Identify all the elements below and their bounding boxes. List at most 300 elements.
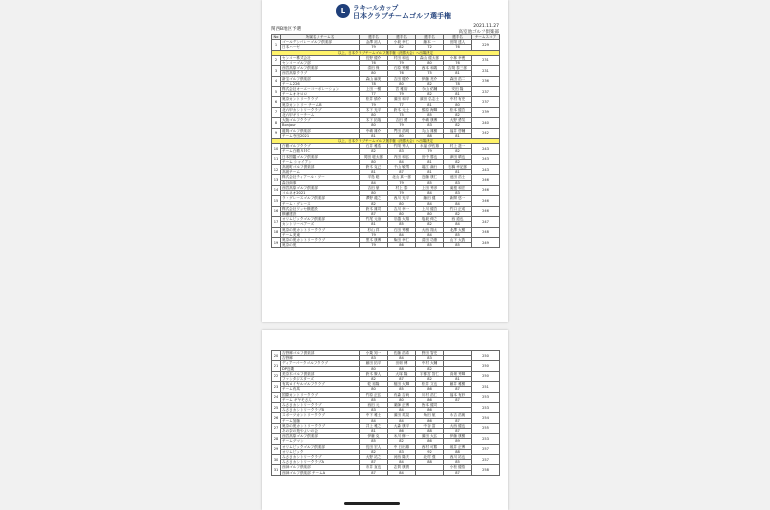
player-score: 80	[360, 387, 388, 392]
title-line-1: ラキールカップ	[353, 4, 399, 12]
player-name: 中村 有史	[444, 97, 472, 102]
club-name: 白鶴ゴルフクラブ	[281, 144, 360, 149]
player-name: 塩坂 伸之	[416, 217, 444, 222]
rank-cell: 20	[272, 351, 281, 361]
club-name: 龍岡ゴルフ倶楽部	[281, 128, 360, 133]
player-name: 上川 健吾	[416, 206, 444, 211]
player-name: 鈴木 克己	[360, 165, 388, 170]
team-name: みささカントリークラブB	[281, 408, 360, 413]
qualification-notice: 以上、日本クラブチームゴルフ選手権（決勝大会）へ出場決定	[272, 50, 500, 55]
player-name: 有森 吉尚	[388, 392, 416, 397]
player-name: 森山 麻美	[360, 76, 388, 81]
team-score: 239	[472, 107, 500, 117]
club-name: 国際カントリークラブ	[281, 392, 360, 397]
player-name: 濱田 和平	[388, 97, 416, 102]
club-name: 奥奈の苑カントリークラブ	[281, 227, 360, 232]
player-score: 75	[416, 71, 444, 76]
team-score: 246	[472, 185, 500, 195]
rank-cell: 2	[272, 55, 281, 65]
player-name: 黒木 康博	[360, 237, 388, 242]
player-name: 内田 和弘	[388, 154, 416, 159]
player-name: 北澤 大樹	[444, 227, 472, 232]
player-name: 吉川 幸一	[388, 206, 416, 211]
player-name: 吉田 勇	[388, 118, 416, 123]
player-name: 大森 康平	[388, 423, 416, 428]
club-name: 奥奈カントリークラブ	[281, 97, 360, 102]
rank-cell: 9	[272, 128, 281, 138]
player-score: 83	[360, 408, 388, 413]
player-score: 84	[444, 201, 472, 206]
player-name: 坂井 正博	[444, 444, 472, 449]
team-score: 246	[472, 206, 500, 216]
team-name: みささカントリークラブA	[281, 460, 360, 465]
team-score: 253	[472, 434, 500, 444]
player-score: 82	[444, 123, 472, 128]
player-score: 83	[360, 356, 388, 361]
player-score: 81	[444, 133, 472, 138]
player-score: 79	[360, 243, 388, 248]
player-score: 84	[360, 180, 388, 185]
event-date: 2021.11.27	[473, 24, 499, 29]
team-score: 255	[472, 423, 500, 433]
player-name: 井上 雅之	[360, 423, 388, 428]
player-score: 84	[388, 408, 416, 413]
player-name: 宇都宮 智仁	[416, 371, 444, 376]
player-score: 87	[360, 460, 388, 465]
col-player: 選手名	[444, 35, 472, 40]
player-score: 82	[416, 92, 444, 97]
player-score: 80	[360, 191, 388, 196]
team-score: 248	[472, 227, 500, 237]
team-score: 249	[472, 237, 500, 247]
player-name: 松本 健吾	[444, 107, 472, 112]
team-name: チーム加藤	[281, 418, 360, 423]
team-name: DP近畿	[281, 366, 360, 371]
team-name: 北六甲ギリーチーム	[281, 113, 360, 118]
player-name: 西村 可勝	[416, 444, 444, 449]
player-score: 80	[360, 123, 388, 128]
player-score	[416, 470, 444, 475]
player-name: 池田 浩士	[444, 175, 472, 180]
player-score: 85	[416, 243, 444, 248]
player-score: 86	[416, 387, 444, 392]
player-score: 77	[360, 92, 388, 97]
player-score: 80	[388, 397, 416, 402]
player-score: 87	[444, 470, 472, 475]
player-name: 濱田 英晃	[388, 413, 416, 418]
player-name: 小栗 知一	[360, 351, 388, 356]
player-score: 86	[416, 397, 444, 402]
player-name: 柴田 幸仁	[388, 237, 416, 242]
team-name: 吉野郷	[281, 356, 360, 361]
player-score: 81	[360, 222, 388, 227]
table-row-sub	[272, 243, 500, 248]
rank-cell: 27	[272, 423, 281, 433]
club-name: スポーツカントリークラブ	[281, 413, 360, 418]
player-score: 86	[388, 429, 416, 434]
results-page-1	[262, 0, 508, 322]
player-score: 72	[416, 45, 444, 50]
rank-cell: 7	[272, 107, 281, 117]
player-name: 鈴木 元士	[388, 107, 416, 112]
player-score: 80	[388, 201, 416, 206]
player-name: 西本 和義	[416, 66, 444, 71]
qualification-notice: 以上、日本クラブチームゴルフ選手権（決勝大会）へ出場決定	[272, 139, 500, 144]
rank-cell: 8	[272, 118, 281, 128]
player-score: 88	[388, 366, 416, 371]
player-name: 鈴木 賢人	[360, 371, 388, 376]
rank-cell: 17	[272, 217, 281, 227]
horizontal-scrollbar[interactable]	[344, 502, 400, 505]
club-name: ディアーパークゴルフクラブ	[281, 361, 360, 366]
club-name: オリムピックゴルフ倶楽部	[281, 217, 360, 222]
player-score: 85	[416, 113, 444, 118]
player-score: 87	[444, 418, 472, 423]
col-player: 選手名	[360, 35, 388, 40]
player-name: 杉山 祥	[360, 227, 388, 232]
team-name: あの奈の苑やよいの会	[281, 429, 360, 434]
player-name: 伊藤 亮介	[416, 76, 444, 81]
player-score: 82	[416, 366, 444, 371]
player-score: 79	[388, 123, 416, 128]
player-score: 83	[444, 180, 472, 185]
player-score: 81	[416, 102, 444, 107]
player-score: 85	[360, 439, 388, 444]
player-score: 92	[416, 449, 444, 454]
club-name: 奥奈の苑カントリークラブ	[281, 237, 360, 242]
player-name: 小林 幸俊	[444, 55, 472, 60]
player-score: 80	[416, 211, 444, 216]
player-score: 79	[388, 191, 416, 196]
club-name: 大阪ゴルフクラブ	[281, 118, 360, 123]
player-name: 田岡 達人	[444, 40, 472, 45]
team-name: チーム美東	[281, 232, 360, 237]
player-name: 佐藤 浩希	[388, 351, 416, 356]
player-name: 新開 悠一	[444, 196, 472, 201]
player-name: 西川 光平	[388, 196, 416, 201]
player-score: 83	[444, 191, 472, 196]
player-score: 85	[388, 222, 416, 227]
team-score: 243	[472, 154, 500, 164]
player-score: 80	[360, 71, 388, 76]
table-row-sub	[272, 470, 500, 475]
player-name: 志賀 康貴	[388, 465, 416, 470]
player-name: 竹岡 秀人	[388, 144, 416, 149]
player-name: 上田 秀彦	[416, 185, 444, 190]
player-name: 今山 佑輔	[416, 87, 444, 92]
rank-cell: 25	[272, 403, 281, 413]
rank-cell: 31	[272, 465, 281, 475]
player-name: 竹尾 元治	[360, 217, 388, 222]
player-name: 森山 健太郎	[416, 55, 444, 60]
club-name: 北六甲カントリークラブ	[281, 107, 360, 112]
player-name: 大西 翔太	[416, 227, 444, 232]
player-score: 76	[444, 61, 472, 66]
player-score: 82	[416, 222, 444, 227]
team-score: 250	[472, 371, 500, 381]
team-name: オリムピック	[281, 449, 360, 454]
player-score: 81	[360, 133, 388, 138]
player-score: 82	[444, 113, 472, 118]
club-name: ゴールデンバレーゴルフ倶楽部	[281, 40, 360, 45]
rank-cell: 12	[272, 165, 281, 175]
player-score: 89	[444, 439, 472, 444]
player-name: 堀江 満行	[416, 165, 444, 170]
event-venue: 高室池ゴルフ倶楽部	[458, 30, 499, 35]
team-name: ファンタジスターズ	[281, 377, 360, 382]
team-name: チーム シャイアン	[281, 159, 360, 164]
player-name: 村田 和也	[388, 55, 416, 60]
club-name: ラ・グレースゴルフ倶楽部	[281, 196, 360, 201]
col-team-score: チームスコア	[472, 35, 500, 40]
player-name: 澤野 龍之	[360, 196, 388, 201]
player-score: 86	[388, 243, 416, 248]
club-name: オリムピックゴルフ倶楽部	[281, 444, 360, 449]
player-name: 濱田 大弘	[416, 434, 444, 439]
team-name: チーム226	[281, 81, 360, 86]
rank-cell: 16	[272, 206, 281, 216]
player-name: 福本 有紗	[444, 392, 472, 397]
player-name: 中村 大輔	[416, 361, 444, 366]
player-score: 84	[416, 232, 444, 237]
team-score: 242	[472, 128, 500, 138]
team-name: 横瀬建設	[281, 211, 360, 216]
player-name: 藤田 健	[416, 196, 444, 201]
rank-cell: 11	[272, 154, 281, 164]
rank-cell: 29	[272, 444, 281, 454]
player-score: 84	[416, 201, 444, 206]
player-name: 西川 祐也	[444, 455, 472, 460]
player-score: 84	[388, 470, 416, 475]
club-name: 株式会社ティアール・ツー	[281, 175, 360, 180]
player-score: 78	[444, 81, 472, 86]
player-score: 84	[444, 222, 472, 227]
player-score: 82	[388, 45, 416, 50]
player-name: 市井 直也	[360, 465, 388, 470]
player-name: 森田 浩二	[444, 76, 472, 81]
player-name: 藤本 一	[416, 40, 444, 45]
player-name: 高畑 秀輝	[444, 371, 472, 376]
player-score: 82	[444, 149, 472, 154]
team-name: チーム寺田2021	[281, 133, 360, 138]
player-name: 植田 大輝	[388, 382, 416, 387]
player-name: 滝根 和宏	[444, 185, 472, 190]
team-name: カントリーベアーズ	[281, 222, 360, 227]
team-score: 250	[472, 351, 500, 361]
rank-cell: 26	[272, 413, 281, 423]
player-name: 鈴木 雄司	[360, 206, 388, 211]
player-score: 79	[388, 61, 416, 66]
player-score: 81	[444, 377, 472, 382]
team-name: チーム白鶴ＳＨＣ	[281, 149, 360, 154]
team-score: 240	[472, 118, 500, 128]
player-name: 大西 健也	[444, 423, 472, 428]
player-score: 80	[388, 211, 416, 216]
player-name: 中嶋 雄介	[360, 128, 388, 133]
player-name: 松井 慎介	[360, 97, 388, 102]
team-score: 253	[472, 392, 500, 402]
team-score: 231	[472, 66, 500, 76]
team-name: チームオキロロ	[281, 92, 360, 97]
team-score: 251	[472, 382, 500, 392]
team-name: 西神ゴルフ倶楽部 チームA	[281, 470, 360, 475]
col-club: 所属名 / チーム名	[281, 35, 360, 40]
player-name: 村上 泰	[388, 185, 416, 190]
player-score: 87	[388, 170, 416, 175]
player-name: 大野 祐之	[360, 455, 388, 460]
club-name: 有馬ロイヤルゴルフクラブ	[281, 382, 360, 387]
player-name: 薬師 正博	[388, 403, 416, 408]
player-score: 84	[416, 191, 444, 196]
table-body	[272, 40, 500, 248]
player-name: 河西 隆夫	[388, 455, 416, 460]
player-score: 85	[444, 243, 472, 248]
team-name: コルネオ2021	[281, 191, 360, 196]
player-name: 乾 裕隆	[360, 382, 388, 387]
team-name: チーム・グレース	[281, 201, 360, 206]
player-score: 88	[416, 429, 444, 434]
player-score: 79	[360, 102, 388, 107]
player-score: 84	[388, 460, 416, 465]
player-score: 83	[388, 449, 416, 454]
rank-cell: 5	[272, 87, 281, 97]
player-name: 北山 真一郎	[388, 175, 416, 180]
player-name: 永福 伊佐雄	[416, 144, 444, 149]
player-score: 75	[388, 113, 416, 118]
player-name: 中 日出雄	[388, 444, 416, 449]
table-body	[272, 351, 500, 476]
club-name: 日本図鑑ゴルフ倶楽部	[281, 154, 360, 159]
player-name: 永吉 浩朗	[444, 413, 472, 418]
rank-cell: 13	[272, 175, 281, 185]
team-name: Bonjour	[281, 123, 360, 128]
player-name: 田中 勝也	[416, 154, 444, 159]
rank-cell: 21	[272, 361, 281, 371]
team-score: 257	[472, 444, 500, 454]
player-score: 88	[444, 449, 472, 454]
player-name: 小坂 幸仁	[388, 40, 416, 45]
player-score: 79	[388, 180, 416, 185]
player-name: 山下 大我	[444, 237, 472, 242]
player-score: 78	[360, 81, 388, 86]
player-score: 80	[360, 113, 388, 118]
player-name: 藤田 拓平	[360, 361, 388, 366]
player-name: 角田 航	[416, 413, 444, 418]
player-score: 82	[444, 159, 472, 164]
player-score: 76	[360, 61, 388, 66]
player-score: 80	[360, 159, 388, 164]
team-name: 奥奈の苑	[281, 243, 360, 248]
player-score: 86	[416, 439, 444, 444]
player-name: 丸山 雄樹	[416, 128, 444, 133]
player-name: 濱田 弘志士	[416, 97, 444, 102]
player-name: 木下 拓哉	[360, 118, 388, 123]
tournament-logo: L	[336, 4, 350, 18]
player-score: 79	[416, 149, 444, 154]
player-name: 松井 文也	[416, 382, 444, 387]
team-score: 254	[472, 413, 500, 423]
player-name: 吉田 豪	[360, 185, 388, 190]
team-score: 236	[472, 76, 500, 86]
rank-cell: 6	[272, 97, 281, 107]
player-score: 85	[416, 180, 444, 185]
rank-cell: 1	[272, 40, 281, 50]
player-name: 竹口 正成	[444, 206, 472, 211]
player-score: 79	[360, 45, 388, 50]
player-score: 82	[360, 149, 388, 154]
team-score: 237	[472, 97, 500, 107]
player-name: 福井 啓輔	[444, 128, 472, 133]
rank-cell: 30	[272, 455, 281, 465]
rank-cell: 22	[272, 371, 281, 381]
player-score: 82	[388, 439, 416, 444]
player-name: 野田 智史	[416, 351, 444, 356]
player-name: 大野 勇気	[444, 118, 472, 123]
player-score: 87	[360, 211, 388, 216]
rank-cell: 4	[272, 76, 281, 86]
player-score: 84	[388, 356, 416, 361]
player-name: 熊原 海輝	[416, 107, 444, 112]
team-score: 246	[472, 175, 500, 185]
player-score: 80	[416, 61, 444, 66]
club-name: 高坂町ゴルフ倶楽部	[281, 165, 360, 170]
player-score: 85	[388, 387, 416, 392]
player-name: 安田 隆	[444, 87, 472, 92]
results-table-2	[271, 350, 500, 476]
col-player: 選手名	[388, 35, 416, 40]
team-score: 250	[472, 361, 500, 371]
player-name: 岡田 聡太郎	[360, 154, 388, 159]
club-name: 西宮高原ゴルフ倶楽部	[281, 66, 360, 71]
player-score: 87	[444, 387, 472, 392]
player-score: 80	[444, 102, 472, 107]
player-score: 79	[360, 232, 388, 237]
team-name: 日本ハーゼ	[281, 45, 360, 50]
player-score: 81	[444, 170, 472, 175]
team-name: チーム有馬	[281, 387, 360, 392]
player-name: 金澤 裕人	[360, 40, 388, 45]
results-page-2	[262, 330, 508, 510]
player-name: 上田 一樹	[360, 87, 388, 92]
player-name: 小松 健悟	[444, 465, 472, 470]
player-name: 吉田 健介	[388, 76, 416, 81]
player-score: 84	[360, 418, 388, 423]
player-score: 81	[360, 170, 388, 175]
player-score: 77	[388, 102, 416, 107]
player-score: 82	[416, 81, 444, 86]
team-name: センコーゴルフ部	[281, 61, 360, 66]
player-score: 76	[444, 45, 472, 50]
player-name: 中下 雅士	[360, 413, 388, 418]
player-name: 川村 浩仁	[416, 392, 444, 397]
player-score: 81	[444, 92, 472, 97]
rank-cell: 28	[272, 434, 281, 444]
team-score: 247	[472, 217, 500, 227]
club-name: 西神ゴルフ倶楽部	[281, 465, 360, 470]
player-score: 82	[360, 201, 388, 206]
player-name: 藤井 雅樹	[444, 382, 472, 387]
player-name: 村上 滋一	[444, 144, 472, 149]
club-name: 新宝ゴルフ倶楽部	[281, 76, 360, 81]
player-score: 80	[388, 81, 416, 86]
player-score: 87	[360, 470, 388, 475]
player-score: 85	[444, 460, 472, 465]
player-score: 81	[416, 170, 444, 175]
club-name: 美奈木ゴルフ倶楽部	[281, 371, 360, 376]
player-name: 石橋 幸記郎	[444, 165, 472, 170]
player-name: 門田 浩明	[388, 128, 416, 133]
player-score: 81	[416, 159, 444, 164]
